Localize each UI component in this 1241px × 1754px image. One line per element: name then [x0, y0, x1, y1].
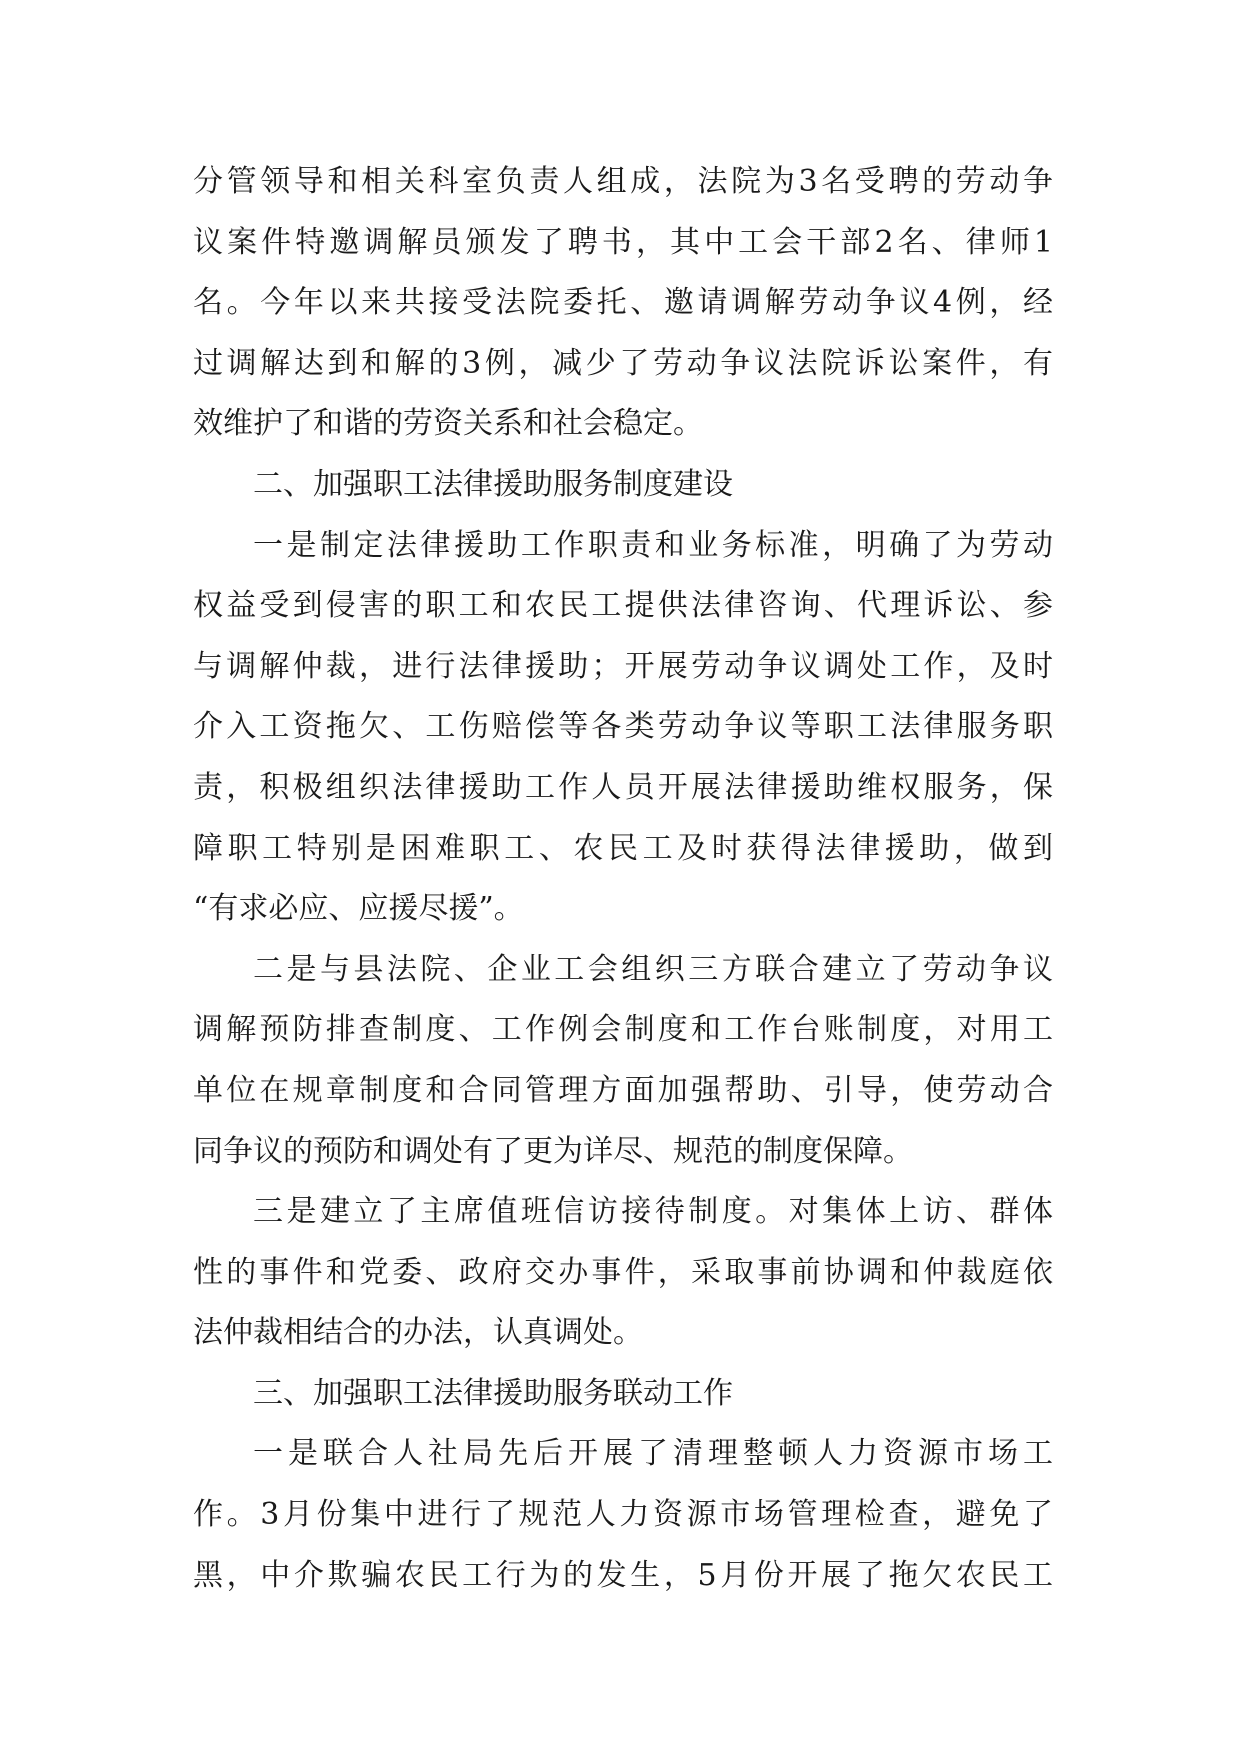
text-line: 同争议的预防和调处有了更为详尽、规范的制度保障。 — [193, 1133, 913, 1169]
text-line: 障职工特别是困难职工、农民工及时获得法律援助，做到 — [193, 830, 1053, 866]
text-line: 黑，中介欺骗农民工行为的发生，5月份开展了拖欠农民工 — [193, 1557, 1053, 1593]
text-line: 一是制定法律援助工作职责和业务标准，明确了为劳动 — [253, 527, 1053, 563]
section-heading: 二、加强职工法律援助服务制度建设 — [253, 466, 733, 502]
section-heading: 三、加强职工法律援助服务联动工作 — [253, 1375, 733, 1411]
text-line: “有求必应、应援尽援”。 — [193, 891, 524, 927]
text-line: 责，积极组织法律援助工作人员开展法律援助维权服务，保 — [193, 769, 1053, 805]
text-line: 调解预防排查制度、工作例会制度和工作台账制度，对用工 — [193, 1012, 1053, 1048]
text-line: 权益受到侵害的职工和农民工提供法律咨询、代理诉讼、参 — [193, 588, 1053, 624]
text-line: 一是联合人社局先后开展了清理整顿人力资源市场工 — [253, 1436, 1053, 1472]
text-line: 作。3月份集中进行了规范人力资源市场管理检查，避免了 — [193, 1497, 1053, 1533]
text-line: 分管领导和相关科室负责人组成，法院为3名受聘的劳动争 — [193, 164, 1053, 199]
text-line: 法仲裁相结合的办法，认真调处。 — [193, 1315, 643, 1351]
text-line: 效维护了和谐的劳资关系和社会稳定。 — [193, 406, 703, 442]
text-line: 介入工资拖欠、工伤赔偿等各类劳动争议等职工法律服务职 — [193, 709, 1053, 745]
text-line: 性的事件和党委、政府交办事件，采取事前协调和仲裁庭依 — [193, 1254, 1053, 1290]
text-line: 与调解仲裁，进行法律援助；开展劳动争议调处工作，及时 — [193, 648, 1053, 684]
document-body — [193, 152, 1053, 1606]
text-line: 单位在规章制度和合同管理方面加强帮助、引导，使劳动合 — [193, 1072, 1053, 1108]
text-line: 过调解达到和解的3例，减少了劳动争议法院诉讼案件，有 — [193, 345, 1053, 381]
text-line: 议案件特邀调解员颁发了聘书，其中工会干部2名、律师1 — [193, 224, 1053, 260]
text-line: 名。今年以来共接受法院委托、邀请调解劳动争议4例，经 — [193, 285, 1053, 321]
text-line: 二是与县法院、企业工会组织三方联合建立了劳动争议 — [253, 951, 1053, 987]
text-line: 三是建立了主席值班信访接待制度。对集体上访、群体 — [253, 1194, 1053, 1230]
